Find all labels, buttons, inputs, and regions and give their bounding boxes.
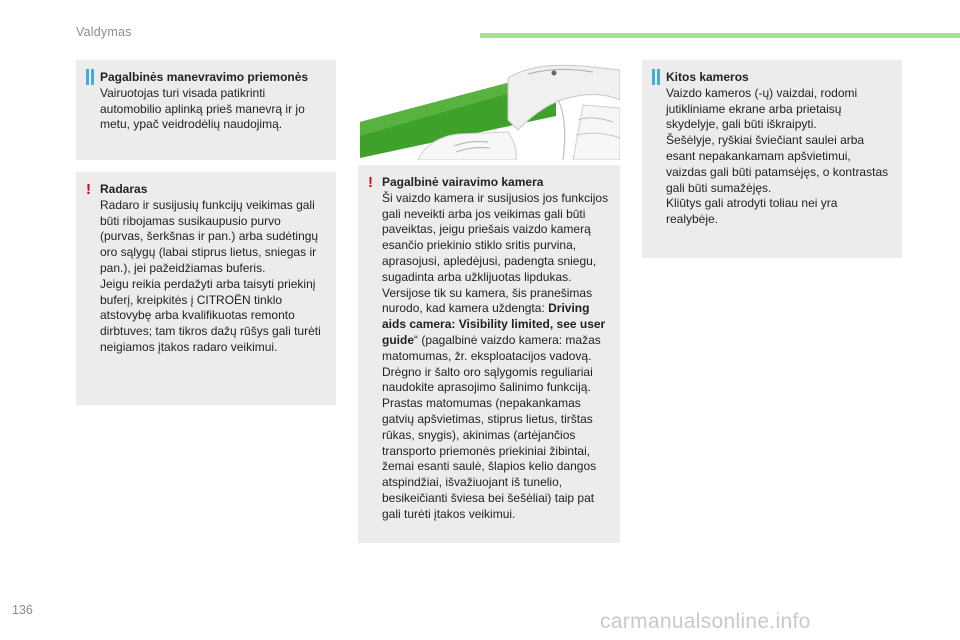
section-title: Valdymas — [76, 25, 132, 39]
box-text: Kliūtys gali atrodyti toliau nei yra realybėje. — [666, 196, 838, 227]
info-icon — [86, 69, 100, 85]
info-box-parking — [76, 60, 336, 160]
info-box-other-cameras — [642, 60, 902, 258]
box-text: Ši vaizdo kamera ir susijusios jos funkcijos gali neveikti arba jos veikimas gali būti paveiktas, jeigu priešais vaizdo kamerą esančio priekinio stiklo sritis purvina, aprasojusi, apledėjusi, padengta sniegu, sugadinta arba užklijuotas lipdukas. — [382, 190, 609, 284]
box-title: Pagalbinės manevravimo priemonės — [100, 70, 309, 84]
box-text: Vaizdo kameros (-ų) vaizdai, rodomi jutikliniame ekrane arba prietaisų skydelyje, gali būti iškraipyti. — [666, 85, 858, 132]
box-text: Drėgno ir šalto oro sąlygomis reguliariai naudokite aprasojimo šalinimo funkciją. — [382, 364, 593, 395]
box-text: Šešėlyje, ryškiai šviečiant saulei arba esant nepakankamam apšvietimui, vaizdas gali būti patamsėjęs, o kontrastas gali būti sumažėjęs. — [666, 133, 889, 195]
watermark: carmanualsonline.info — [600, 610, 811, 633]
car-camera-illustration — [358, 60, 620, 160]
exclamation-icon: ! — [86, 181, 91, 198]
page-number: 136 — [12, 603, 33, 617]
message-text: Driving aids camera: Visibility limited, see user guide — [382, 301, 606, 347]
box-text: Vairuotojas turi visada patikrinti automobilio aplinką prieš manevrą ir jo metu, ypač veidrodėlių naudojimą. — [100, 85, 305, 132]
box-text: Radaro ir susijusių funkcijų veikimas gali būti ribojamas susikaupusio purvo (purvas, šerkšnas ir pan.) arba sudėtingų oro sąlygų (labai stiprus lietus, sniegas ir pan.), jei pažeidžiamas buferis. — [100, 197, 319, 275]
exclamation-icon: ! — [368, 174, 373, 191]
box-title: Pagalbinė vairavimo kamera — [382, 175, 544, 189]
box-title: Kitos kameros — [666, 70, 749, 84]
box-text: Prastas matomumas (nepakankamas gatvių apšvietimas, stiprus lietus, tirštas rūkas, snygis), akinimas (artėjančios transporto priemonės priekiniai žibintai, žemai esanti saulė, šlapios kelio dangos atspindžiai, išvažiuojant iš tunelio, besikeičianti šviesa bei šešėliai) taip pat gali turėti įtakos veikimui. — [382, 396, 597, 521]
box-title: Radaras — [100, 182, 148, 196]
info-icon — [652, 69, 666, 85]
message-intro: Versijose tik su kamera, šis pranešimas nurodo, kad kamera uždengta: — [382, 285, 593, 316]
warning-box-radar — [76, 172, 336, 405]
warning-box-camera — [358, 165, 620, 543]
message-translation: “ (pagalbinė vaizdo kamera: mažas matomumas, žr. eksploatacijos vadovą. — [382, 332, 601, 363]
box-text-message — [382, 286, 610, 365]
box-text: Jeigu reikia perdažyti arba taisyti priekinį buferį, kreipkitės į CITROËN tinklo atstovybę arba kvalifikuotas remonto dirbtuves; tam tikros dažų rūšys gali turėti neigiamos įtakos radaro veikimui. — [100, 276, 321, 354]
header-accent-bar — [480, 33, 960, 38]
